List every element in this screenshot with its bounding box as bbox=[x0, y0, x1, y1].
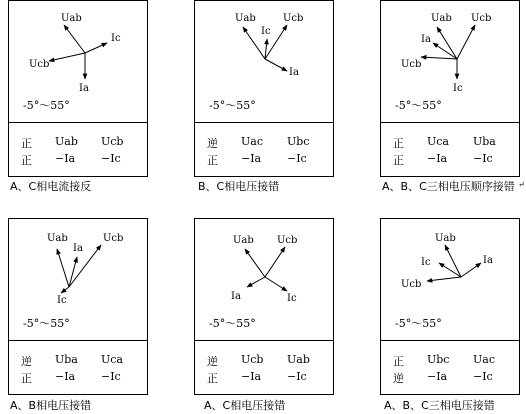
vector-label: Ia bbox=[289, 67, 299, 78]
current-label: −Ia bbox=[241, 152, 262, 165]
current-label: −Ic bbox=[101, 152, 121, 165]
voltage-label: Ubc bbox=[427, 353, 450, 366]
sequence-label: 正 bbox=[207, 372, 218, 385]
sequence-row bbox=[195, 135, 333, 149]
current-label: −Ic bbox=[101, 370, 121, 383]
panel-caption: A、C相电流接反 bbox=[10, 180, 92, 193]
current-row bbox=[9, 370, 147, 384]
angle-range: -5°～55° bbox=[395, 99, 442, 112]
vector-label: Ucb bbox=[29, 59, 50, 70]
phasor-panel-1 bbox=[8, 0, 148, 177]
voltage-label: Uba bbox=[55, 353, 78, 366]
voltage-label: Uac bbox=[473, 353, 495, 366]
current-label: −Ia bbox=[241, 370, 262, 383]
current-row bbox=[195, 152, 333, 166]
vector-label: Ia bbox=[79, 83, 89, 94]
vector-label: Uab bbox=[235, 13, 256, 24]
voltage-label: Ucb bbox=[241, 353, 264, 366]
vector-label: Ucb bbox=[401, 279, 422, 290]
panel-caption: A、B、C三相电压接错 bbox=[384, 399, 495, 412]
vector-label: Ic bbox=[57, 295, 67, 306]
divider bbox=[9, 340, 147, 341]
vector-label: Ucb bbox=[277, 235, 298, 246]
current-label: −Ia bbox=[55, 370, 76, 383]
panel-caption: A、B、C三相电压顺序接错 bbox=[382, 180, 515, 193]
current-row bbox=[381, 152, 519, 166]
panel-caption: A、C相电压接错 bbox=[204, 399, 286, 412]
divider bbox=[381, 340, 519, 341]
phasor-panel-4 bbox=[8, 218, 148, 395]
sequence-label: 正 bbox=[21, 154, 32, 167]
sequence-label: 逆 bbox=[21, 355, 32, 368]
vector-label: Ia bbox=[421, 34, 431, 45]
voltage-label: Uab bbox=[55, 135, 78, 148]
voltage-label: Ubc bbox=[287, 135, 310, 148]
sequence-label: 逆 bbox=[207, 355, 218, 368]
sequence-row bbox=[9, 353, 147, 367]
phasor-panel-5 bbox=[194, 218, 334, 395]
sequence-label: 正 bbox=[393, 137, 404, 150]
vector-label: Ia bbox=[73, 243, 83, 254]
voltage-label: Uba bbox=[473, 135, 496, 148]
current-label: −Ic bbox=[287, 152, 307, 165]
angle-range: -5°～55° bbox=[395, 317, 442, 330]
sequence-label: 正 bbox=[21, 372, 32, 385]
current-label: −Ia bbox=[427, 370, 448, 383]
current-label: −Ia bbox=[55, 152, 76, 165]
divider bbox=[381, 122, 519, 123]
sequence-label: 正 bbox=[393, 154, 404, 167]
voltage-label: Uca bbox=[427, 135, 449, 148]
voltage-label: Uca bbox=[101, 353, 123, 366]
panel-caption: A、B相电压接错 bbox=[10, 399, 92, 412]
phasor-panel-2 bbox=[194, 0, 334, 177]
sequence-label: 正 bbox=[21, 137, 32, 150]
vector-label: Ia bbox=[483, 255, 493, 266]
vector-label: Uab bbox=[233, 235, 254, 246]
angle-range: -5°～55° bbox=[209, 317, 256, 330]
divider bbox=[195, 340, 333, 341]
sequence-label: 正 bbox=[207, 154, 218, 167]
divider bbox=[9, 122, 147, 123]
vector-label: Ucb bbox=[401, 59, 422, 70]
sequence-label: 逆 bbox=[393, 372, 404, 385]
sequence-row bbox=[381, 135, 519, 149]
panel-caption: B、C相电压接错 bbox=[198, 180, 280, 193]
vector-label: Uab bbox=[431, 13, 452, 24]
sequence-label: 正 bbox=[393, 355, 404, 368]
vector-label: Ucb bbox=[103, 233, 124, 244]
current-label: −Ic bbox=[473, 370, 493, 383]
current-label: −Ic bbox=[473, 152, 493, 165]
divider bbox=[195, 122, 333, 123]
vector-label: Ic bbox=[287, 293, 297, 304]
vector-label: Ic bbox=[453, 83, 463, 94]
voltage-label: Uac bbox=[241, 135, 263, 148]
sequence-row bbox=[9, 135, 147, 149]
vector-label: Ic bbox=[261, 26, 271, 37]
angle-range: -5°～55° bbox=[23, 99, 70, 112]
voltage-label: Ucb bbox=[101, 135, 124, 148]
vector-label: Ic bbox=[421, 257, 431, 268]
sequence-row bbox=[381, 353, 519, 367]
phasor-panel-6 bbox=[380, 218, 520, 395]
vector-label: Uab bbox=[61, 13, 82, 24]
vector-label: Ia bbox=[231, 291, 241, 302]
current-label: −Ia bbox=[427, 152, 448, 165]
sequence-label: 逆 bbox=[207, 137, 218, 150]
current-row bbox=[195, 370, 333, 384]
vector-label: Ucb bbox=[471, 13, 492, 24]
angle-range: -5°～55° bbox=[23, 317, 70, 330]
vector-label: Ucb bbox=[283, 13, 304, 24]
angle-range: -5°～55° bbox=[209, 99, 256, 112]
current-row bbox=[381, 370, 519, 384]
vector-label: Ic bbox=[111, 33, 121, 44]
line-break-mark: ↵ bbox=[518, 180, 525, 189]
phasor-panel-3 bbox=[380, 0, 520, 177]
vector-label: Uab bbox=[47, 233, 68, 244]
current-row bbox=[9, 152, 147, 166]
current-label: −Ic bbox=[287, 370, 307, 383]
sequence-row bbox=[195, 353, 333, 367]
vector-label: Uab bbox=[435, 233, 456, 244]
voltage-label: Uab bbox=[287, 353, 310, 366]
